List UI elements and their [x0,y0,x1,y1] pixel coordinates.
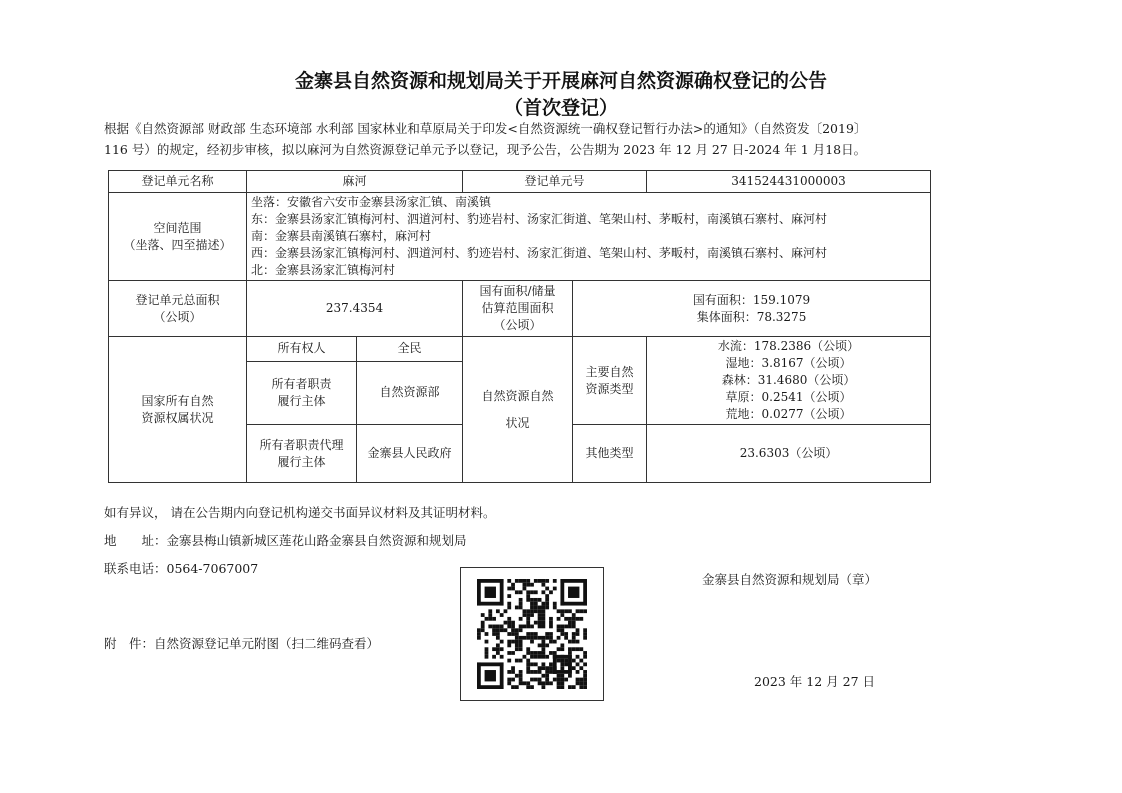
other-type-label: 其他类型 [573,425,647,483]
page-title: 金寨县自然资源和规划局关于开展麻河自然资源确权登记的公告 [294,70,827,92]
type-grassland: 草原：0.2541（公顷） [725,390,852,404]
attachment-line: 附 件：自然资源登记单元附图（扫二维码查看） [104,636,380,651]
status-label [463,337,573,483]
qr-code-icon[interactable] [477,579,587,689]
ownership-label-line-2: 资源权属状况 [141,410,214,425]
issue-date: 2023 年 12 月 27 日 [754,674,875,689]
main-type-label-line-1: 主要自然 [585,364,634,379]
intro-line-1: 根据《自然资源部 财政部 生态环境部 水利部 国家林业和草原局关于印发<自然资源统一确权登记暂行办法>的通知》（自然资发〔2019〕 [104,121,867,136]
space-line-east: 东：金寨县汤家汇镇梅河村、泗道河村、豹迹岩村、汤家汇街道、笔架山村、茅畈村，南溪镇石寨村、麻河村 [251,212,828,226]
space-line-location: 坐落：安徽省六安市金寨县汤家汇镇、南溪镇 [251,195,492,209]
ownership-label [109,337,247,483]
intro-line-2: 116 号）的规定，经初步审核，拟以麻河为自然资源登记单元予以登记，现予公告，公告期为 2023 年 12 月 27 日-2024 年 1 月18日。 [104,142,867,157]
total-area-value: 237.4354 [247,281,463,337]
owner-value: 全民 [357,337,463,362]
duty-label [247,361,357,424]
owner-label: 所有权人 [247,337,357,362]
duty-label-line-1: 所有者职责 [271,376,332,391]
unit-no-value: 341524431000003 [647,171,931,193]
type-water: 水流：178.2386（公顷） [717,339,860,353]
space-scope-value [247,193,931,281]
state-area-label [463,281,573,337]
intro-paragraph [104,118,954,160]
agent-label-line-1: 所有者职责代理 [259,437,344,452]
objection-note: 如有异议， 请在公告期内向登记机构递交书面异议材料及其证明材料。 [104,505,496,520]
status-label-line-1: 自然资源自然 [481,388,554,403]
duty-value: 自然资源部 [357,361,463,424]
status-label-line-2: 状况 [505,415,530,430]
main-type-values [647,337,931,425]
issuer-seal: 金寨县自然资源和规划局（章） [702,572,878,587]
qr-code-frame[interactable] [460,567,604,701]
type-wetland: 湿地：3.8167（公顷） [725,356,852,370]
type-wasteland: 荒地：0.0277（公顷） [725,407,852,421]
state-area-label-line-1: 国有面积/储量 [479,284,556,298]
unit-no-label: 登记单元号 [463,171,647,193]
space-line-north: 北：金寨县汤家汇镇梅河村 [251,263,396,277]
address-line: 地 址：金寨县梅山镇新城区莲花山路金寨县自然资源和规划局 [104,533,467,548]
space-label-line-1: 空间范围 [153,220,202,235]
main-type-label-line-2: 资源类型 [585,381,634,396]
state-area-label-line-2: 估算范围面积 [481,301,554,315]
main-type-label [573,337,647,425]
state-area-label-line-3: （公顷） [493,318,542,332]
unit-name-value: 麻河 [247,171,463,193]
space-scope-label [109,193,247,281]
type-forest: 森林：31.4680（公顷） [721,373,856,387]
duty-label-line-2: 履行主体 [277,393,326,408]
agent-label [247,425,357,483]
agent-value: 金寨县人民政府 [357,425,463,483]
agent-label-line-2: 履行主体 [277,454,326,469]
total-area-label-line-1: 登记单元总面积 [135,292,220,307]
state-area-text: 国有面积：159.1079 [692,292,811,307]
page-subtitle: （首次登记） [503,97,618,119]
total-area-label-line-2: （公顷） [153,309,202,324]
state-area-value [573,281,931,337]
collective-area-text: 集体面积：78.3275 [696,309,807,324]
total-area-label [109,281,247,337]
space-line-south: 南：金寨县南溪镇石寨村，麻河村 [251,229,432,243]
space-line-west: 西：金寨县汤家汇镇梅河村、泗道河村、豹迹岩村、汤家汇街道、笔架山村、茅畈村，南溪镇石寨村、麻河村 [251,246,828,260]
other-type-value: 23.6303（公顷） [647,425,931,483]
registration-table [108,170,931,483]
phone-line: 联系电话：0564-7067007 [104,561,259,576]
ownership-label-line-1: 国家所有自然 [141,393,214,408]
unit-name-label: 登记单元名称 [109,171,247,193]
space-label-line-2: （坐落、四至描述） [123,237,232,252]
